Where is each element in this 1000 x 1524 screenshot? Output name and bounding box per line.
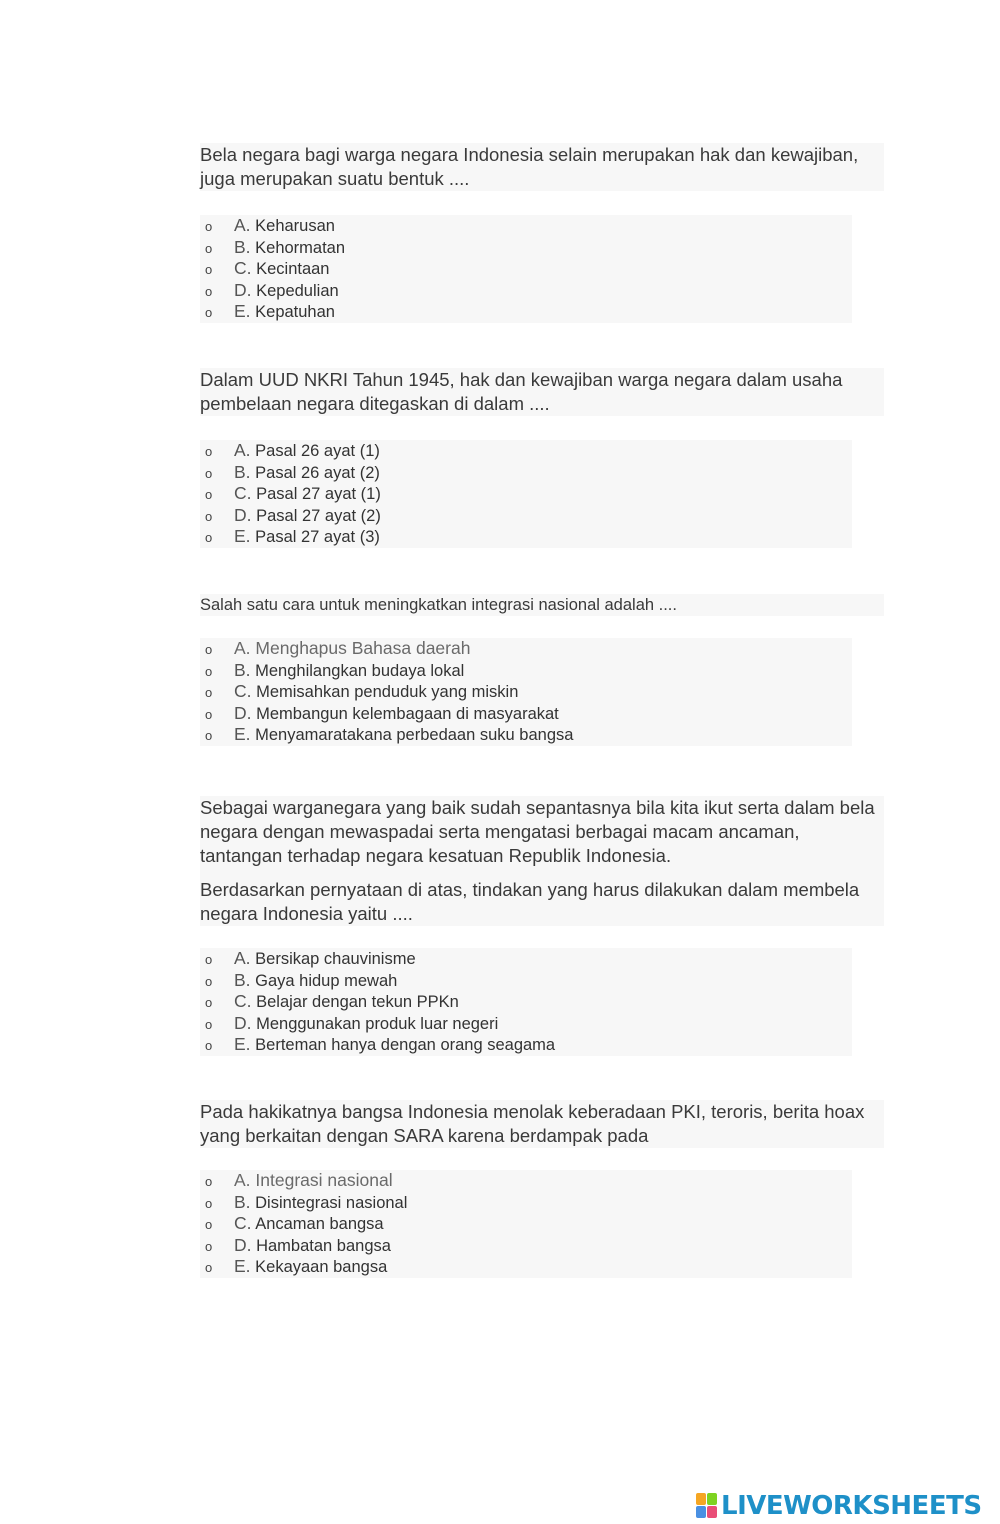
option-letter: A. bbox=[234, 215, 251, 235]
option-letter: E. bbox=[234, 1034, 251, 1055]
option-e[interactable] bbox=[200, 526, 852, 548]
option-c[interactable] bbox=[200, 991, 852, 1013]
option-label bbox=[234, 1235, 391, 1258]
question-text-paragraph: Pada hakikatnya bangsa Indonesia menolak keberadaan PKI, teroris, berita hoax yang berkaitan dengan SARA karena berdampak pada bbox=[200, 1101, 865, 1146]
option-letter: D. bbox=[234, 1234, 252, 1255]
option-letter: E. bbox=[234, 301, 251, 322]
option-text: Bersikap chauvinisme bbox=[255, 950, 416, 968]
option-text: Pasal 27 ayat (1) bbox=[256, 485, 381, 504]
option-b[interactable] bbox=[200, 237, 852, 259]
option-label bbox=[234, 991, 459, 1014]
option-letter: D. bbox=[234, 702, 252, 723]
radio-bullet-icon[interactable]: o bbox=[205, 952, 213, 967]
liveworksheets-logo bbox=[696, 1490, 982, 1522]
option-label bbox=[234, 681, 518, 704]
option-label bbox=[234, 301, 335, 324]
option-text: Pasal 27 ayat (3) bbox=[255, 528, 380, 547]
question-text-paragraph: Berdasarkan pernyataan di atas, tindakan yang harus dilakukan dalam membela negara Indonesia yaitu .... bbox=[200, 879, 860, 924]
option-letter: B. bbox=[234, 236, 251, 257]
option-text: Menghilangkan budaya lokal bbox=[255, 661, 465, 680]
radio-bullet-icon[interactable]: o bbox=[205, 663, 213, 679]
radio-bullet-icon[interactable]: o bbox=[205, 240, 213, 256]
option-letter: D. bbox=[234, 1012, 252, 1033]
option-text: Hambatan bangsa bbox=[256, 1236, 391, 1255]
option-text: Ancaman bangsa bbox=[255, 1215, 384, 1234]
mark-square-icon bbox=[696, 1493, 706, 1505]
option-label bbox=[234, 660, 464, 683]
option-letter: C. bbox=[234, 681, 252, 702]
radio-bullet-icon[interactable]: o bbox=[205, 487, 213, 503]
option-letter: C. bbox=[234, 258, 252, 279]
radio-bullet-icon[interactable]: o bbox=[205, 508, 213, 524]
radio-bullet-icon[interactable]: o bbox=[205, 706, 213, 722]
option-text: Menghapus Bahasa daerah bbox=[255, 638, 471, 658]
option-text: Menggunakan produk luar negeri bbox=[256, 1014, 499, 1033]
option-a[interactable] bbox=[200, 948, 852, 970]
radio-bullet-icon[interactable]: o bbox=[205, 465, 213, 481]
radio-bullet-icon[interactable]: o bbox=[205, 642, 213, 657]
question-text-paragraph: Bela negara bagi warga negara Indonesia selain merupakan hak dan kewajiban, juga merupakan suatu bentuk .... bbox=[200, 144, 859, 189]
radio-bullet-icon[interactable]: o bbox=[205, 444, 213, 459]
radio-bullet-icon[interactable]: o bbox=[205, 530, 213, 546]
option-text: Kehormatan bbox=[255, 238, 346, 257]
option-text: Berteman hanya dengan orang seagama bbox=[255, 1036, 556, 1055]
question-1-text bbox=[200, 143, 884, 191]
option-label bbox=[234, 215, 335, 238]
radio-bullet-icon[interactable]: o bbox=[205, 262, 213, 278]
radio-bullet-icon[interactable]: o bbox=[205, 1174, 213, 1189]
option-d[interactable] bbox=[200, 505, 852, 527]
option-letter: B. bbox=[234, 461, 251, 482]
mark-square-icon bbox=[696, 1506, 706, 1518]
option-a[interactable] bbox=[200, 215, 852, 237]
option-letter: B. bbox=[234, 969, 251, 990]
option-c[interactable] bbox=[200, 258, 852, 280]
option-letter: A. bbox=[234, 1170, 251, 1190]
option-text: Pasal 26 ayat (2) bbox=[255, 463, 380, 482]
option-c[interactable] bbox=[200, 483, 852, 505]
option-label bbox=[234, 526, 380, 549]
option-label bbox=[234, 638, 470, 660]
option-text: Kepedulian bbox=[256, 281, 339, 300]
option-a[interactable] bbox=[200, 638, 852, 660]
option-a[interactable] bbox=[200, 1170, 852, 1192]
option-c[interactable] bbox=[200, 681, 852, 703]
option-text: Membangun kelembagaan di masyarakat bbox=[256, 704, 559, 723]
option-letter: C. bbox=[234, 991, 252, 1012]
question-4 bbox=[200, 796, 884, 1056]
question-1-options bbox=[200, 215, 852, 323]
option-letter: C. bbox=[234, 483, 252, 504]
radio-bullet-icon[interactable]: o bbox=[205, 973, 213, 989]
option-label bbox=[234, 280, 339, 303]
radio-bullet-icon[interactable]: o bbox=[205, 995, 213, 1011]
option-label bbox=[234, 1213, 384, 1236]
question-5-options bbox=[200, 1170, 852, 1278]
option-text: Gaya hidup mewah bbox=[255, 971, 398, 990]
option-letter: E. bbox=[234, 526, 251, 547]
option-letter: E. bbox=[234, 724, 251, 745]
option-label bbox=[234, 1192, 407, 1215]
option-letter: A. bbox=[234, 440, 251, 460]
question-text-paragraph: Sebagai warganegara yang baik sudah sepantasnya bila kita ikut serta dalam bela negara dengan mewaspadai serta mengatasi berbagai macam ancaman, tantangan terhadap negara kesatuan Republik Indonesia. bbox=[200, 797, 875, 866]
question-2-options bbox=[200, 440, 852, 548]
question-2-text bbox=[200, 368, 884, 416]
option-label bbox=[234, 703, 559, 726]
radio-bullet-icon[interactable]: o bbox=[205, 685, 213, 701]
option-text: Integrasi nasional bbox=[255, 1170, 393, 1190]
question-text-paragraph: Salah satu cara untuk meningkatkan integrasi nasional adalah .... bbox=[200, 596, 677, 614]
option-text: Disintegrasi nasional bbox=[255, 1193, 408, 1212]
radio-bullet-icon[interactable]: o bbox=[205, 1238, 213, 1254]
option-text: Keharusan bbox=[255, 217, 335, 235]
radio-bullet-icon[interactable]: o bbox=[205, 219, 213, 234]
question-5 bbox=[200, 1100, 884, 1278]
option-label bbox=[234, 1170, 393, 1192]
question-3-options bbox=[200, 638, 852, 746]
option-letter: D. bbox=[234, 279, 252, 300]
option-text: Memisahkan penduduk yang miskin bbox=[256, 683, 519, 702]
option-label bbox=[234, 724, 573, 747]
option-label bbox=[234, 1034, 555, 1057]
option-d[interactable] bbox=[200, 1235, 852, 1257]
radio-bullet-icon[interactable]: o bbox=[205, 1217, 213, 1233]
option-letter: D. bbox=[234, 504, 252, 525]
option-b[interactable] bbox=[200, 660, 852, 682]
question-text-paragraph: Dalam UUD NKRI Tahun 1945, hak dan kewajiban warga negara dalam usaha pembelaan negara ditegaskan di dalam .... bbox=[200, 369, 843, 414]
option-d[interactable] bbox=[200, 703, 852, 725]
option-label bbox=[234, 483, 381, 506]
option-e[interactable] bbox=[200, 1256, 852, 1278]
radio-bullet-icon[interactable]: o bbox=[205, 1038, 213, 1054]
option-d[interactable] bbox=[200, 1013, 852, 1035]
option-b[interactable] bbox=[200, 970, 852, 992]
question-4-text bbox=[200, 796, 884, 926]
option-label bbox=[234, 462, 380, 485]
option-label bbox=[234, 237, 345, 260]
mark-square-icon bbox=[707, 1493, 717, 1505]
option-letter: A. bbox=[234, 638, 251, 658]
option-text: Pasal 27 ayat (2) bbox=[256, 506, 381, 525]
question-3-text bbox=[200, 594, 884, 616]
option-letter: C. bbox=[234, 1213, 252, 1234]
option-e[interactable] bbox=[200, 724, 852, 746]
option-b[interactable] bbox=[200, 1192, 852, 1214]
option-text: Menyamaratakana perbedaan suku bangsa bbox=[255, 726, 574, 745]
option-a[interactable] bbox=[200, 440, 852, 462]
option-e[interactable] bbox=[200, 1034, 852, 1056]
radio-bullet-icon[interactable]: o bbox=[205, 305, 213, 321]
radio-bullet-icon[interactable]: o bbox=[205, 728, 213, 744]
question-4-options bbox=[200, 948, 852, 1056]
option-label bbox=[234, 948, 416, 971]
mark-square-icon bbox=[707, 1506, 717, 1518]
option-e[interactable] bbox=[200, 301, 852, 323]
option-c[interactable] bbox=[200, 1213, 852, 1235]
radio-bullet-icon[interactable]: o bbox=[205, 1016, 213, 1032]
option-label bbox=[234, 1256, 387, 1279]
question-5-text bbox=[200, 1100, 884, 1148]
option-letter: B. bbox=[234, 1191, 251, 1212]
option-d[interactable] bbox=[200, 280, 852, 302]
option-letter: E. bbox=[234, 1256, 251, 1277]
option-b[interactable] bbox=[200, 462, 852, 484]
option-letter: B. bbox=[234, 659, 251, 680]
option-label bbox=[234, 258, 329, 281]
option-text: Belajar dengan tekun PPKn bbox=[256, 993, 459, 1012]
option-letter: A. bbox=[234, 948, 251, 968]
option-text: Kepatuhan bbox=[255, 303, 335, 322]
radio-bullet-icon[interactable]: o bbox=[205, 283, 213, 299]
option-label bbox=[234, 970, 397, 993]
question-3 bbox=[200, 594, 884, 746]
radio-bullet-icon[interactable]: o bbox=[205, 1260, 213, 1276]
question-2 bbox=[200, 368, 884, 548]
option-label bbox=[234, 505, 381, 528]
option-text: Kecintaan bbox=[256, 260, 330, 279]
option-label bbox=[234, 1013, 498, 1036]
option-text: Kekayaan bangsa bbox=[255, 1258, 388, 1277]
liveworksheets-mark-icon bbox=[696, 1493, 718, 1519]
option-text: Pasal 26 ayat (1) bbox=[255, 442, 380, 460]
radio-bullet-icon[interactable]: o bbox=[205, 1195, 213, 1211]
question-1 bbox=[200, 143, 884, 323]
option-label bbox=[234, 440, 380, 463]
logo-text: LIVEWORKSHEETS bbox=[721, 1491, 982, 1521]
